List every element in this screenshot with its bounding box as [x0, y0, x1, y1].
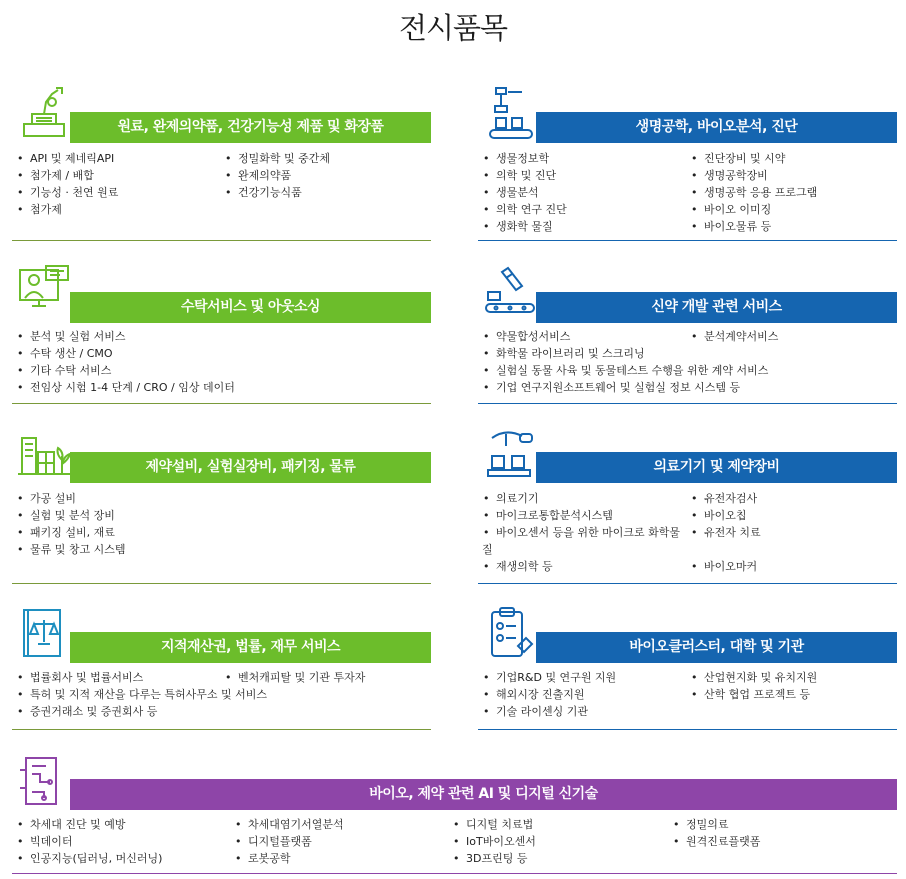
list-item: • 의학 및 진단 [478, 167, 567, 184]
list-item: • 기업R&D 및 연구원 지원 [478, 669, 616, 686]
list-item: • 전임상 시험 1-4 단계 / CRO / 임상 데이터 [12, 379, 235, 396]
list-item: • 산학 협업 프로젝트 등 [686, 686, 817, 703]
category-title: 제약설비, 실험실장비, 패키징, 물류 [70, 452, 431, 483]
category-digital [12, 752, 897, 874]
list-item: • 실험실 동물 사육 및 동물테스트 수행을 위한 계약 서비스 [478, 362, 768, 379]
list-item: • 수탁 생산 / CMO [12, 345, 235, 362]
list-item: • 재생의학 등 [478, 558, 680, 575]
divider [478, 240, 897, 241]
list-item: • IoT바이오센서 [448, 833, 536, 850]
list-item: • 유전자검사 [686, 490, 761, 507]
divider [478, 403, 897, 404]
list-item: • 차세대 진단 및 예방 [12, 816, 162, 833]
list-item: • 생물분석 [478, 184, 567, 201]
list-item: • 산업현지화 및 유치지원 [686, 669, 817, 686]
list-item: • 첨가제 / 배합 [12, 167, 118, 184]
category-cluster [478, 606, 897, 730]
list-item: • 분석 및 실험 서비스 [12, 328, 235, 345]
divider [478, 583, 897, 584]
divider [12, 729, 431, 730]
category-title: 바이오, 제약 관련 AI 및 디지털 신기술 [70, 779, 897, 810]
list-item: • 완제의약품 [220, 167, 330, 184]
medical-device-icon [482, 426, 542, 484]
list-item: • 기능성 · 천연 원료 [12, 184, 118, 201]
scales-book-icon [16, 606, 76, 664]
list-item: • 바이오물류 등 [686, 218, 817, 235]
category-raw-materials [12, 84, 431, 241]
list-item: • 특허 및 지적 재산을 다루는 특허사무소 및 서비스 [12, 686, 267, 703]
flask-scale-icon [16, 84, 76, 142]
divider [12, 240, 431, 241]
list-item: • 첨가제 [12, 201, 118, 218]
divider [12, 583, 431, 584]
list-item: • 바이오센서 등을 위한 마이크로 화학물 [478, 524, 680, 541]
list-item: • 건강기능식품 [220, 184, 330, 201]
list-item: • 디지털 치료법 [448, 816, 536, 833]
list-item: • 인공지능(딥러닝, 머신러닝) [12, 850, 162, 867]
list-item: • 빅데이터 [12, 833, 162, 850]
list-item: • 기업 연구지원소프트웨어 및 실험실 정보 시스템 등 [478, 379, 768, 396]
category-title: 원료, 완제의약품, 건강기능성 제품 및 화장품 [70, 112, 431, 143]
list-item: • 약물합성서비스 [478, 328, 768, 345]
list-item: • 바이오 이미징 [686, 201, 817, 218]
list-item: • 기타 수탁 서비스 [12, 362, 235, 379]
list-item: • 벤처캐피탈 및 기관 투자자 [220, 669, 365, 686]
robot-arm-icon [482, 84, 542, 142]
list-item: • 가공 설비 [12, 490, 126, 507]
page-title: 전시품목 [398, 11, 508, 45]
list-item: • 디지털플랫폼 [230, 833, 344, 850]
test-tube-conveyor-icon [482, 264, 542, 322]
list-item: • 의학 연구 진단 [478, 201, 567, 218]
list-item: • 유전자 치료 [686, 524, 761, 541]
list-item: • 의료기기 [478, 490, 680, 507]
divider [12, 403, 431, 404]
list-item: • 기술 라이센싱 기관 [478, 703, 616, 720]
category-outsourcing [12, 264, 431, 404]
consultant-monitor-icon [16, 264, 76, 322]
list-item: • API 및 제네릭API [12, 150, 118, 167]
list-item: • 진단장비 및 시약 [686, 150, 817, 167]
list-item: • 바이오마커 [686, 558, 761, 575]
category-medical [478, 426, 897, 584]
list-item: • 화학물 라이브러리 및 스크리닝 [478, 345, 768, 362]
category-title: 수탁서비스 및 아웃소싱 [70, 292, 431, 323]
list-item: • 정밀화학 및 중간체 [220, 150, 330, 167]
list-item: • 패키징 설비, 재료 [12, 524, 126, 541]
list-item: • 생명공학장비 [686, 167, 817, 184]
list-item: • 차세대염기서열분석 [230, 816, 344, 833]
list-item: • 분석계약서비스 [686, 328, 778, 345]
clipboard-icon [482, 606, 542, 664]
category-title: 지적재산권, 법률, 재무 서비스 [70, 632, 431, 663]
category-title: 신약 개발 관련 서비스 [536, 292, 897, 323]
list-item: • 바이오칩 [686, 507, 761, 524]
list-item: • 로봇공학 [230, 850, 344, 867]
list-item: • 정밀의료 [668, 816, 760, 833]
list-item: • 마이크로통합분석시스템 [478, 507, 680, 524]
category-title: 생명공학, 바이오분석, 진단 [536, 112, 897, 143]
list-item: • 실험 및 분석 장비 [12, 507, 126, 524]
category-title: 바이오클러스터, 대학 및 기관 [536, 632, 897, 663]
divider [12, 873, 897, 874]
category-equipment [12, 426, 431, 584]
list-item: • 생물정보학 [478, 150, 567, 167]
list-item: • 물류 및 창고 시스템 [12, 541, 126, 558]
circuit-chip-icon [16, 752, 76, 810]
list-item: • 증권거래소 및 증권회사 등 [12, 703, 267, 720]
list-item: • 3D프린팅 등 [448, 850, 536, 867]
category-ip [12, 606, 431, 730]
list-item: • 법률회사 및 법률서비스 [12, 669, 267, 686]
list-item: • 원격진료플랫폼 [668, 833, 760, 850]
list-item: • 해외시장 진출지원 [478, 686, 616, 703]
factory-plant-icon [16, 426, 76, 484]
category-title: 의료기기 및 제약장비 [536, 452, 897, 483]
category-drug-dev [478, 264, 897, 404]
divider [478, 729, 897, 730]
list-item: • 생명공학 응용 프로그램 [686, 184, 817, 201]
list-item-continuation: 질 [482, 543, 493, 556]
list-item: • 생화학 물질 [478, 218, 567, 235]
category-biotech [478, 84, 897, 241]
